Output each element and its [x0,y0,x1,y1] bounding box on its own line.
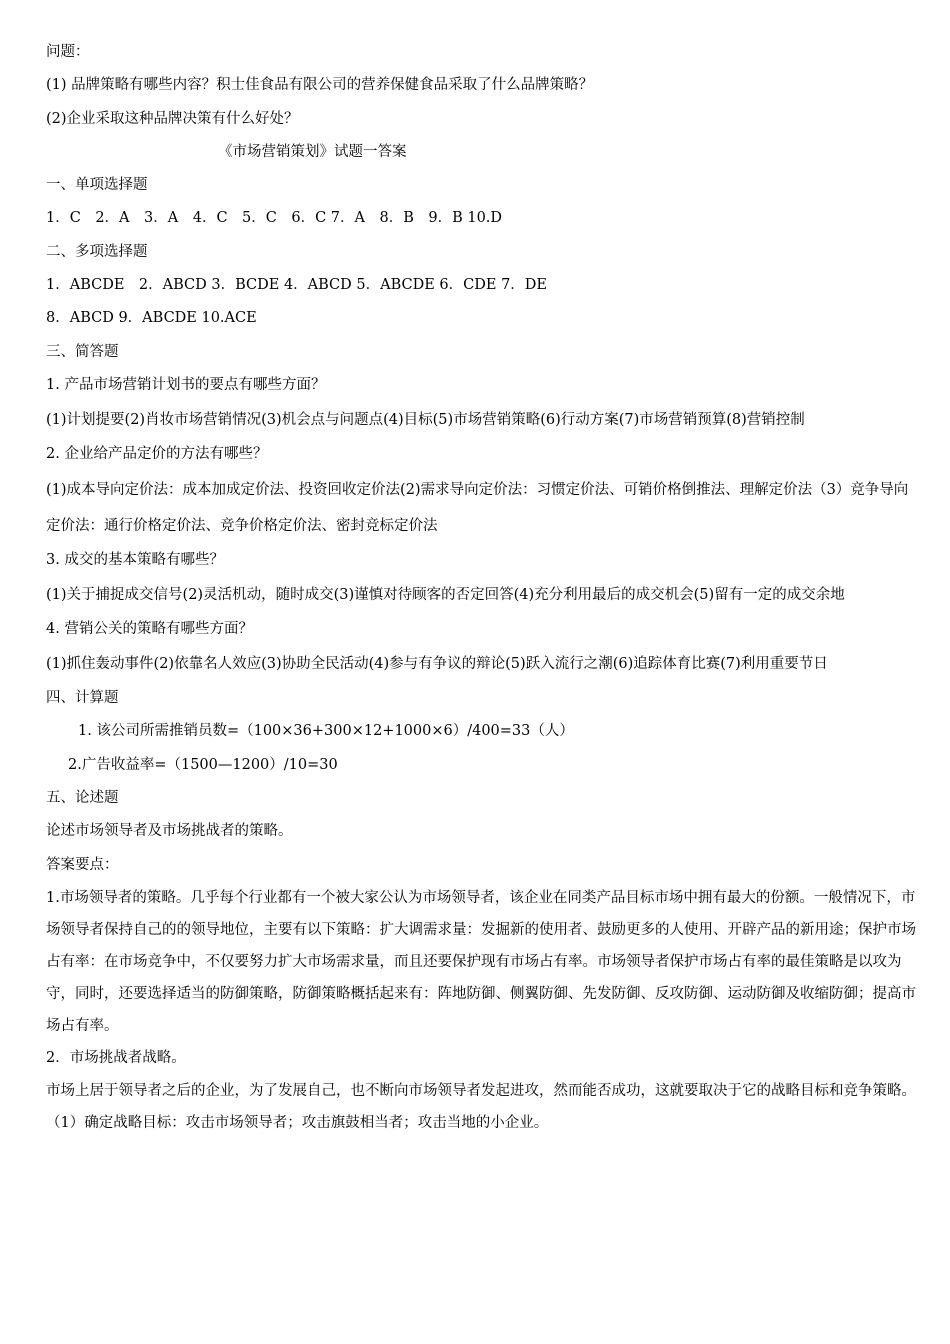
section3-question-3: 3. 成交的基本策略有哪些？ [46,551,224,568]
section1-answers: 1．C 2．A 3．A 4．C 5．C 6．C 7．A 8．B 9．B 10.D [46,210,503,227]
section5-heading: 五、论述题 [46,790,119,807]
section3-answer-3: (1)关于捕捉成交信号(2)灵活机动，随时成交(3)谨慎对待顾客的否定回答(4)充分利用最后的成交机会(5)留有一定的成交余地 [46,586,845,603]
section3-question-1: 1. 产品市场营销计划书的要点有哪些方面？ [46,376,326,393]
section3-question-2: 2. 企业给产品定价的方法有哪些？ [46,446,268,463]
section2-answers-line1: 1．ABCDE 2．ABCD 3．BCDE 4．ABCD 5．ABCDE 6．CDE 7．DE [46,277,547,294]
section5-point-2-title: 2．市场挑战者战略。 [46,1049,186,1066]
questions-heading: 问题： [46,44,90,60]
section5-points-label: 答案要点： [46,856,119,873]
answer-title: 《市场营销策划》试题一答案 [218,143,407,160]
section5-point-2-item-1: （1）确定战略目标：攻击市场领导者；攻击旗鼓相当者；攻击当地的小企业。 [46,1115,549,1132]
section3-answer-2: (1)成本导向定价法：成本加成定价法、投资回收定价法(2)需求导向定价法：习惯定价法、可销价格倒推法、理解定价法（3）竞争导向定价法：通行价格定价法、竞争价格定价法、密封竞标定价法 [46,481,909,534]
section5-question: 论述市场领导者及市场挑战者的策略。 [46,823,293,840]
section3-answer-4: (1)抓住轰动事件(2)依靠名人效应(3)协助全民活动(4)参与有争议的辩论(5)跃入流行之潮(6)追踪体育比赛(7)利用重要节日 [46,656,828,673]
section3-answer-1: (1)计划提要(2)肖妆市场营销情况(3)机会点与问题点(4)目标(5)市场营销策略(6)行动方案(7)市场营销预算(8)营销控制 [46,412,805,429]
question-1: (1) 品牌策略有哪些内容？积士佳食品有限公司的营养保健食品采取了什么品牌策略？ [46,77,594,94]
section4-calc-2: 2.广告收益率=（1500—1200）/10=30 [68,756,338,773]
section4-heading: 四、计算题 [46,690,119,707]
section3-heading: 三、简答题 [46,343,119,360]
section5-point-1: 1.市场领导者的策略。几乎每个行业都有一个被大家公认为市场领导者，该企业在同类产品目标市场中拥有最大的份额。一般情况下，市场领导者保持自己的的领导地位，主要有以下策略：扩大调需求量：发掘新的使用者、鼓励更多的人使用、开辟产品的新用途；保护市场占有率：在市场竞争中，不仅要努力扩大市场需求量，而且还要保护现有市场占有率。市场领导者保护市场占有率的最佳策略是以攻为守，同时，还要选择适当的防御策略，防御策略概括起来有：阵地防御、侧翼防御、先发防御、反攻防御、运动防御及收缩防御；提高市场占有率。 [46,889,916,1034]
section4-calc-1: 1. 该公司所需推销员数=（100×36+300×12+1000×6）/400=33（人） [78,723,574,740]
section3-question-4: 4. 营销公关的策略有哪些方面？ [46,620,253,637]
section2-answers-line2: 8．ABCD 9．ABCDE 10.ACE [46,310,257,327]
section5-point-2-body: 市场上居于领导者之后的企业，为了发展自己，也不断向市场领导者发起进攻，然而能否成功，这就要取决于它的战略目标和竞争策略。 [46,1083,916,1100]
question-2: (2)企业采取这种品牌决策有什么好处？ [46,110,299,127]
section1-heading: 一、单项选择题 [46,177,148,194]
section2-heading: 二、多项选择题 [46,243,148,260]
